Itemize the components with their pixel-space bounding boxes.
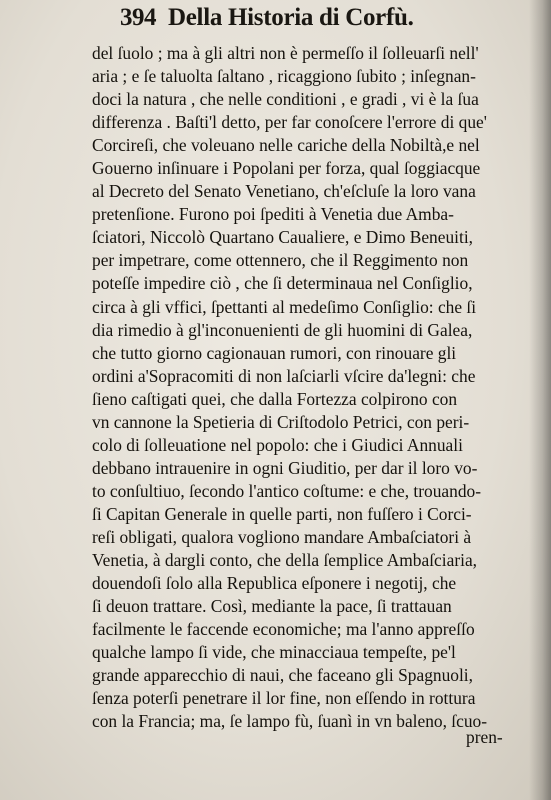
text-line: douendoſi ſolo alla Republica eſponere i negotij, che (92, 573, 457, 594)
running-head: Della Historia di Corfù. (168, 4, 414, 31)
text-line: facilmente le faccende economiche; ma l'anno appreſſo (92, 619, 475, 640)
text-line: qualche lampo ſi vide, che minacciaua tempeſte, pe'l (92, 642, 456, 663)
text-line: doci la natura , che nelle conditioni , e gradi , vi è la ſua (92, 89, 479, 110)
text-line: ordini a'Sopracomiti di non laſciarli vſcire da'legni: che (92, 365, 476, 386)
text-line: aria ; e ſe taluolta ſaltano , ricaggiono ſubito ; inſegnan- (92, 66, 476, 87)
text-line: ſi Capitan Generale in quelle parti, non fuſſero i Corci- (92, 503, 472, 524)
text-line: con la Francia; ma, ſe lampo fù, ſuanì in vn baleno, ſcuo- (92, 711, 488, 732)
catchword: pren- (466, 727, 503, 747)
text-line: pretenſione. Furono poi ſpediti à Venetia due Amba- (92, 204, 454, 225)
body-text (92, 42, 532, 733)
text-line: Corcireſi, che voleuano nelle cariche della Nobiltà,e nel (92, 135, 480, 156)
text-line: Venetia, à dargli conto, che della ſemplice Ambaſciaria, (92, 550, 478, 571)
text-line: colo di ſolleuatione nel popolo: che i Giudici Annuali (92, 434, 463, 455)
text-line: dia rimedio à gl'inconuenienti de gli huomini di Galea, (92, 319, 473, 340)
text-line: per impetrare, come ottennero, che il Reggimento non (92, 250, 469, 271)
text-line: che tutto giorno cagionauan rumori, con rinouare gli (92, 342, 457, 363)
text-line: differenza . Baſti'l detto, per far conoſcere l'errore di que' (92, 112, 487, 133)
text-line: to conſultiuo, ſecondo l'antico coſtume: e che, trouando- (92, 480, 481, 501)
text-line: ſenza poterſi penetrare il lor fine, non eſſendo in rottura (92, 688, 476, 709)
text-line: Gouerno inſinuare i Popolani per forza, qual ſoggiacque (92, 158, 481, 179)
page-gutter-shadow (529, 0, 551, 800)
text-line: debbano intrauenire in ogni Giuditio, per dar il loro vo- (92, 457, 478, 478)
text-line: al Decreto del Senato Venetiano, ch'eſcluſe la loro vana (92, 181, 476, 202)
text-line: del ſuolo ; ma à gli altri non è permeſſo il ſolleuarſi nell' (92, 43, 479, 63)
text-line: circa à gli vffici, ſpettanti al medeſimo Conſiglio: che ſi (92, 296, 477, 317)
text-line: ſciatori, Niccolò Quartano Caualiere, e Dimo Beneuiti, (92, 227, 474, 248)
text-line: grande apparecchio di naui, che faceano gli Spagnuoli, (92, 665, 473, 686)
text-line: reſi obligati, qualora vogliono mandare Ambaſciatori à (92, 526, 472, 547)
page-header (120, 4, 414, 42)
text-line: ſieno caſtigati quei, che dalla Fortezza colpirono con (92, 388, 458, 409)
text-line: vn cannone la Spetieria di Criſtodolo Petrici, con peri- (92, 411, 470, 432)
text-line: poteſſe impedire ciò , che ſi determinaua nel Conſiglio, (92, 273, 473, 294)
page-number: 394 (120, 4, 156, 31)
text-line: ſi deuon trattare. Così, mediante la pace, ſi trattauan (92, 596, 452, 617)
